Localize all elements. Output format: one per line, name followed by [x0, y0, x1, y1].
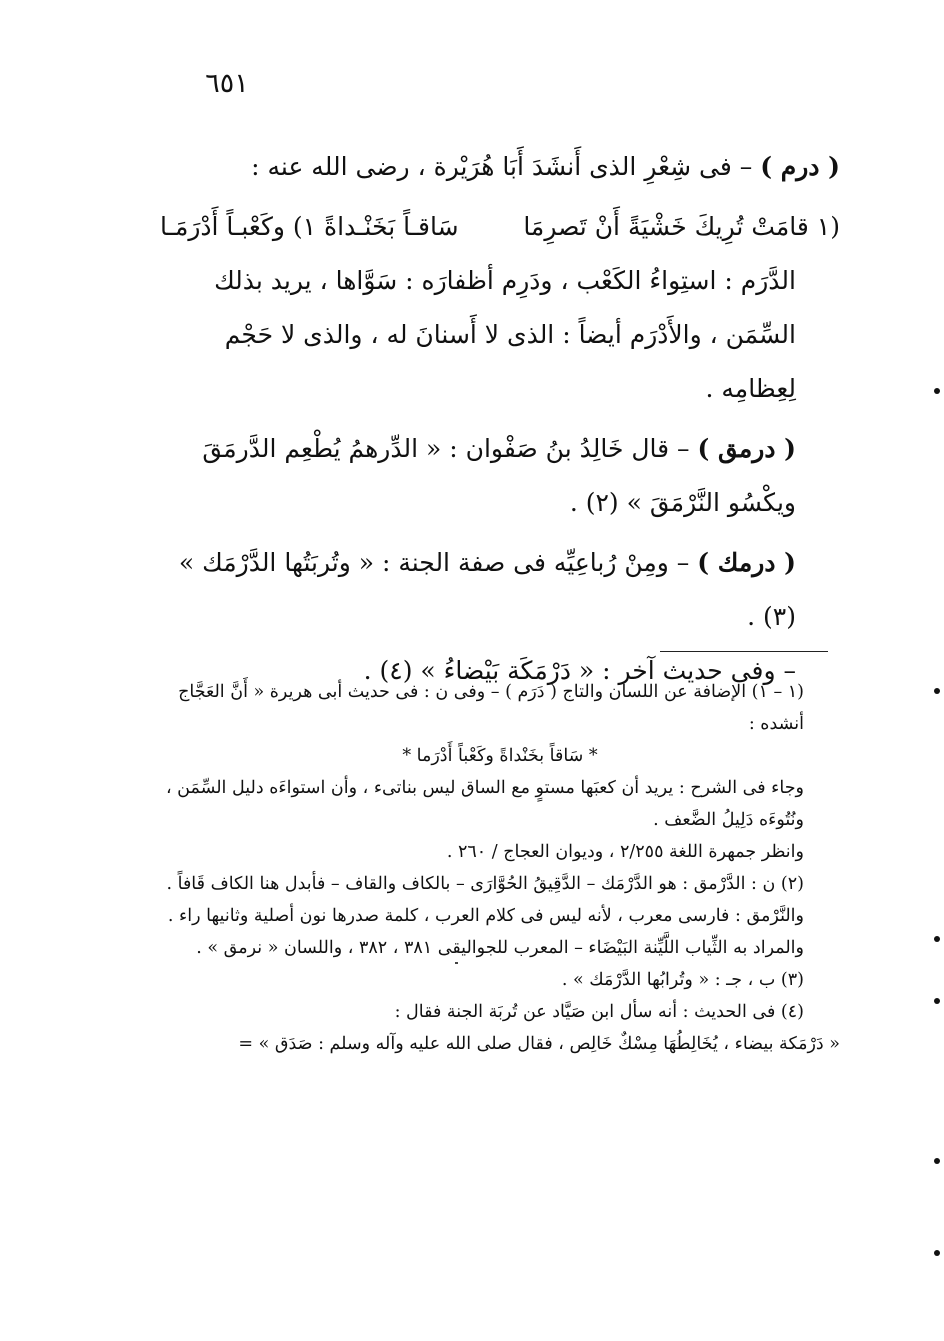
entry-darmak [160, 536, 840, 644]
footnote-separator [660, 651, 828, 652]
entry-headword: ( درمق ) [697, 434, 796, 463]
main-text [160, 140, 840, 698]
footnote-2: (٢) ن : الدَّرْمق : هو الدَّرْمَك – الدَّقِيقُ الحُوَّارَى – بالكاف والقاف – فأبدل هنا الكاف قَافاً . [166, 874, 804, 894]
verse-second-hemistich: سَاقـاً بَخَنْـداةً ١) وكَعْبـاً أَدْرَمَـا [160, 212, 459, 241]
entry-darm [160, 140, 840, 194]
entry-darmak-hadith: – وفى حديث آخر : « دَرْمَكَة بَيْضاءُ » (٤) . [363, 656, 796, 685]
footnote-4: (٤) فى الحديث : أنه سأل ابن صَيَّاد عن تُربَة الجنة فقال : [394, 1002, 804, 1022]
footnote-4-continuation: « دَرْمَكة بيضاء ، يُخَالِطُهَا مِسْكٌ خَالِص ، فقال صلى الله عليه وآله وسلم : صَدَق » = [238, 1034, 840, 1054]
footnote-1-reference: وانظر جمهرة اللغة ٢/٢٥٥ ، وديوان العجاج / ٢٦٠ . [446, 842, 804, 862]
footnote-1: (١ – ١) الإضافة عن اللسان والتاج ( دَرَم ) – وفى ن : فى حديث أبى هريرة « أَنَّ العَجَّاج أنشده : [178, 682, 804, 734]
entry-headword: ( درمك ) [697, 548, 796, 577]
footnote-2-continuation: والنَّرْمق : فارسى معرب ، لأنه ليس فى كلام العرب ، كلمة صدرها نون أصلية وثانيها راء . والمراد به الثِّياب اللَّيِّنة البَيْضَاء – المعرب للجواليقى ٣٨١ ، ٣٨٢ ، واللسان « نرمق » . [167, 906, 804, 958]
entry-text: – ومِنْ رُباعِيِّه فى صفة الجنة : « وتُربَتُها الدَّرْمَك » (٣) . [178, 548, 796, 631]
footnote-3: (٣) ب ، جـ : « وتُرابُها الدَّرْمَك » . [561, 970, 804, 990]
entry-text: – قال خَالِدُ بنُ صَفْوان : « الدِّرهمُ يُطْعِم الدَّرمَقَ ويكْسُو النَّرْمَقَ » (٢) . [202, 434, 796, 517]
margin-dot [934, 1158, 940, 1164]
footnote-1-commentary: وجاء فى الشرح : يريد أن كعبَها مستوٍ مع الساق ليس بناتىء ، وأن استواءَه دليل السِّمَن ، ونُتُوءَه دَلِيلُ الضَّعف . [165, 778, 804, 830]
margin-dot [934, 998, 940, 1004]
entry-darm-explanation: الدَّرَم : استِواءُ الكَعْب ، ودَرِم أظفارَه : سَوَّاها ، يريد بذلك السِّمَن ، والأَدْرَم أيضاً : الذى لا أَسنانَ له ، والذى لا حَجْم لِعِظامِه . [214, 266, 796, 403]
page-number: ٦٥١ [205, 68, 249, 99]
poetry-verse [160, 200, 840, 254]
verse-first-hemistich: (١ قامَتْ تُرِيكَ خَشْيَةً أَنْ تَصرِمَا [523, 212, 840, 241]
entry-darmaq [160, 422, 840, 530]
margin-dot [934, 936, 940, 942]
margin-dot [934, 388, 940, 394]
margin-dot [934, 688, 940, 694]
footnote-1-verse: * سَاقاً بخَنْداةً وكَعْباً أَدْرَما * [402, 746, 598, 766]
margin-dot [934, 1250, 940, 1256]
entry-headword: ( درم ) [760, 152, 840, 181]
scan-speck [455, 962, 458, 964]
entry-text: – فى شِعْرِ الذى أَنشَدَ أَبَا هُرَيْرة ، رضى الله عنه : [251, 152, 761, 181]
footnotes [160, 676, 840, 1060]
